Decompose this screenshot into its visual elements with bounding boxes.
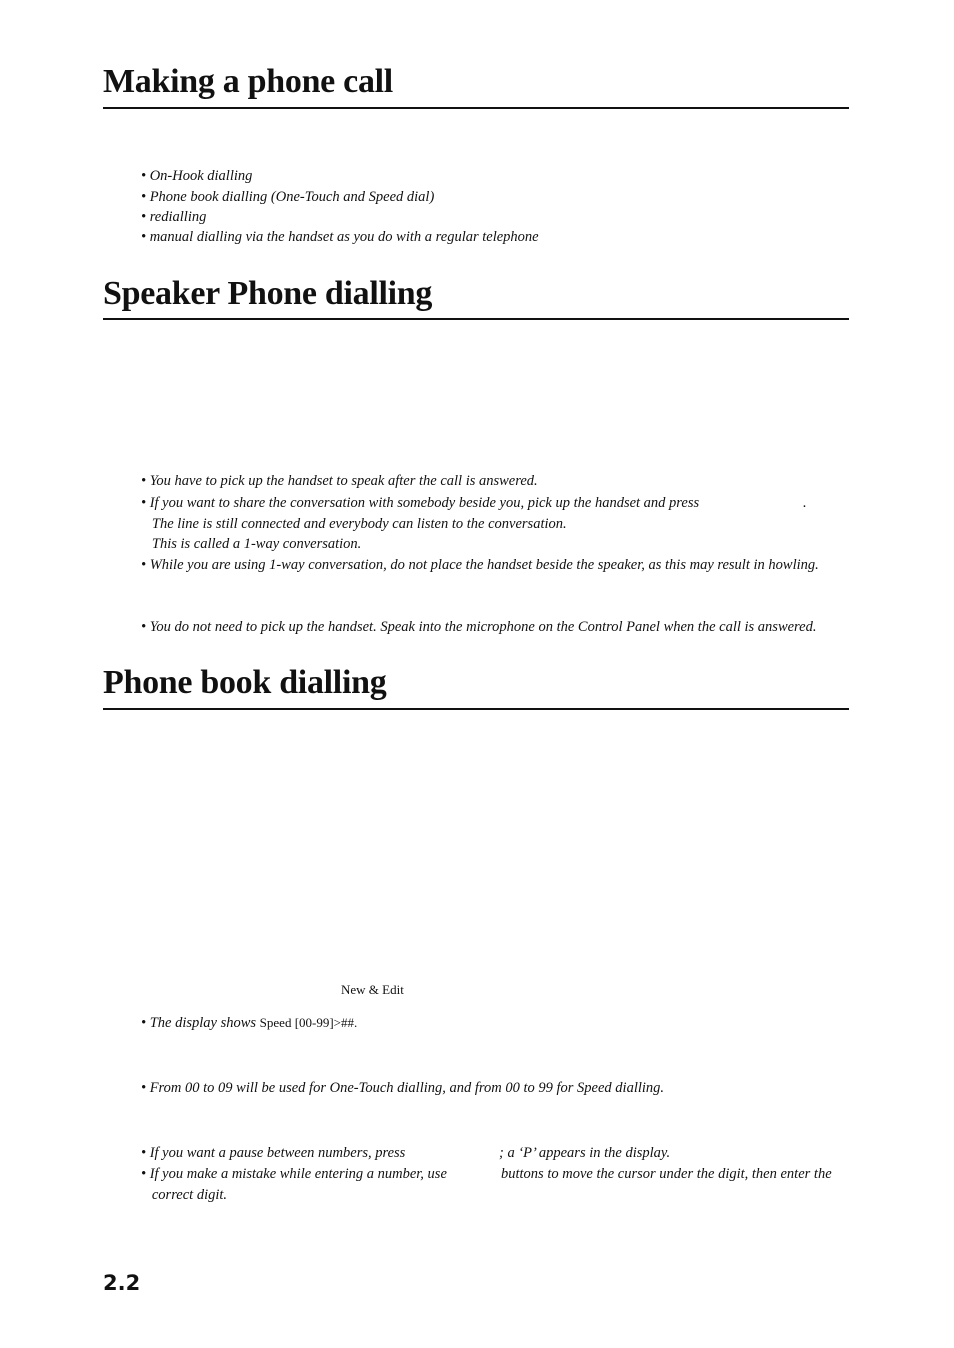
bullet-manual: • manual dialling via the handset as you do with a regular telephone	[141, 229, 539, 245]
note-pick-up-handset: • You have to pick up the handset to speak after the call is answered.	[141, 473, 538, 489]
note-pause-left: • If you want a pause between numbers, press	[141, 1145, 406, 1161]
note-share-period: .	[803, 495, 807, 511]
section-rule	[103, 708, 849, 710]
note-display-shows	[141, 1013, 357, 1033]
bullet-phone-book: • Phone book dialling (One-Touch and Speed dial)	[141, 189, 435, 205]
note-1-way: This is called a 1-way conversation.	[141, 536, 362, 552]
section-title-making-call: Making a phone call	[103, 63, 393, 100]
note-mistake-cont: correct digit.	[141, 1187, 228, 1203]
section-rule	[103, 107, 849, 109]
display-menu-new-edit: New & Edit	[341, 982, 404, 997]
note-howling: • While you are using 1-way conversation, do not place the handset beside the speaker, as this may result in howling.	[141, 557, 819, 573]
note-pause-right: ; a ‘P’ appears in the display.	[499, 1145, 671, 1161]
display-shows-prefix: • The display shows	[141, 1015, 260, 1031]
bullet-redialling: • redialling	[141, 209, 207, 225]
section-title-phone-book: Phone book dialling	[103, 664, 387, 701]
section-title-speaker-phone: Speaker Phone dialling	[103, 275, 433, 312]
note-range: • From 00 to 09 will be used for One-Touch dialling, and from 00 to 99 for Speed dialling.	[141, 1080, 665, 1096]
note-no-handset: • You do not need to pick up the handset. Speak into the microphone on the Control Panel when the call is answered.	[141, 619, 817, 635]
section-rule	[103, 318, 849, 320]
bullet-on-hook: • On-Hook dialling	[141, 168, 253, 184]
note-share-conversation: • If you want to share the conversation with somebody beside you, pick up the handset and press	[141, 495, 700, 511]
note-line-connected: The line is still connected and everybody can listen to the conversation.	[141, 516, 567, 532]
page-number: 2.2	[103, 1271, 141, 1295]
display-shows-suffix: .	[354, 1015, 358, 1030]
note-mistake-left: • If you make a mistake while entering a number, use	[141, 1166, 447, 1182]
note-mistake-right: buttons to move the cursor under the digit, then enter the	[501, 1166, 832, 1182]
display-shows-value: Speed [00-99]>##	[259, 1015, 355, 1030]
